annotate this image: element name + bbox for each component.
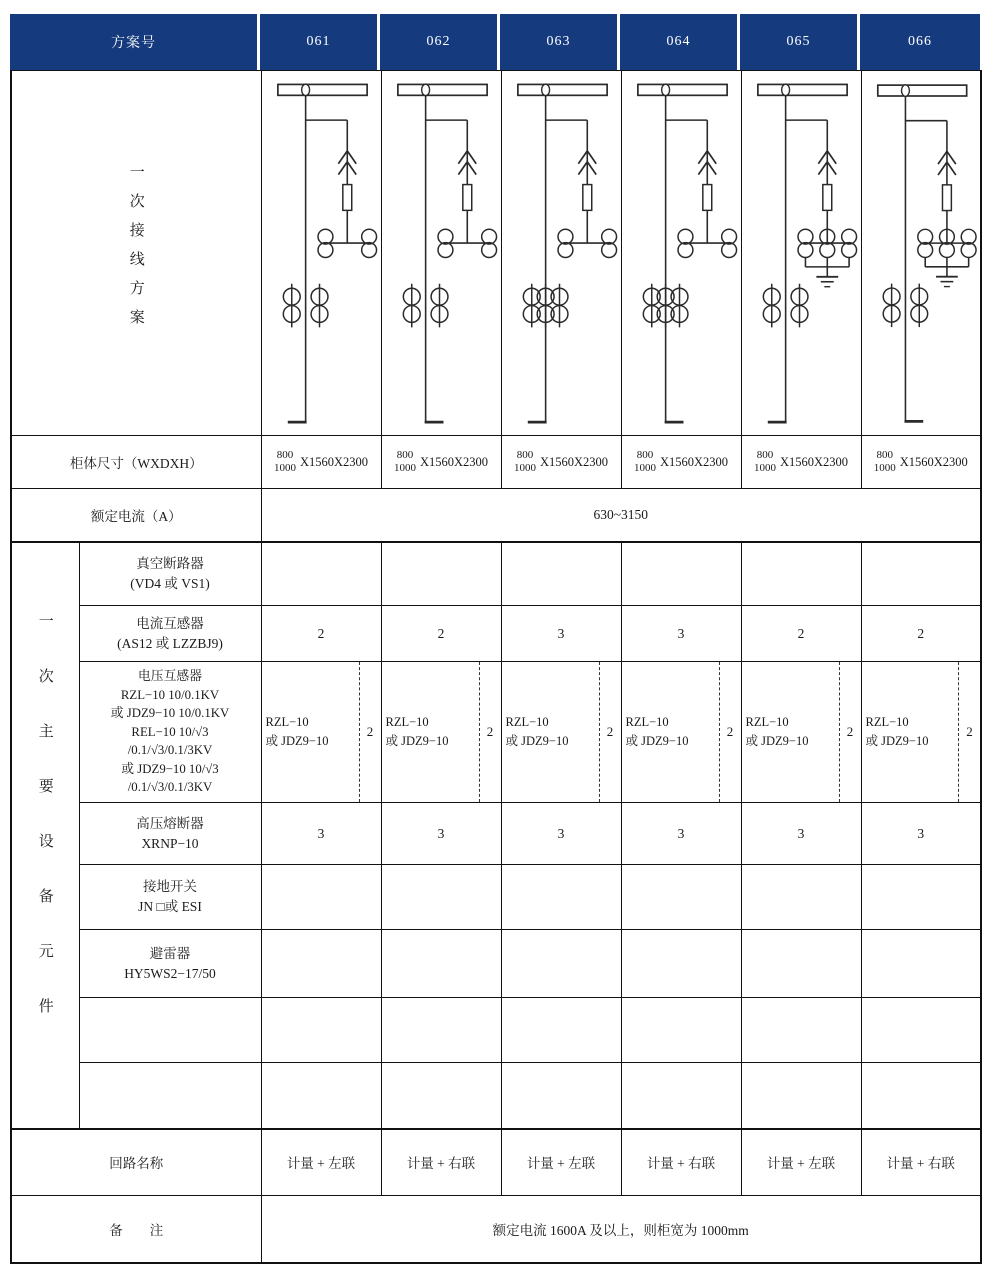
scheme-diagram-066 [861, 71, 981, 436]
hv-fuse-label: 高压熔断器 XRNP−10 [79, 803, 261, 865]
spare-cell [861, 998, 981, 1063]
ct-quantity-cell: 2 [381, 606, 501, 662]
scheme-header-row [10, 14, 980, 70]
voltage-transformer-row [11, 662, 981, 803]
circuit-name-cell: 计量 + 左联 [501, 1129, 621, 1196]
arrester-cell [621, 930, 741, 998]
one-line-diagram [262, 72, 381, 435]
earthing-switch-cell [861, 865, 981, 930]
cabinet-size-cell: 800 1000 X1560X2300 [501, 436, 621, 489]
pt-quantity: 2 [726, 724, 734, 739]
equipment-section-label-cell [11, 542, 79, 1129]
earthing-switch-cell [501, 865, 621, 930]
circuit-name-row [11, 1129, 981, 1196]
spare-cell [381, 1063, 501, 1129]
rated-current-value: 630~3150 [261, 489, 981, 542]
vacuum-breaker-cell [861, 542, 981, 606]
width-option-top: 800 [276, 449, 294, 462]
pt-type-cell: RZL−10 或 JDZ9−10 2 [741, 662, 861, 803]
spare-cell [741, 1063, 861, 1129]
circuit-name-cell: 计量 + 左联 [741, 1129, 861, 1196]
scheme-diagram-062 [381, 71, 501, 436]
current-transformer-row [11, 606, 981, 662]
earthing-switch-cell [741, 865, 861, 930]
pt-quantity: 2 [606, 724, 614, 739]
circuit-name-cell: 计量 + 右联 [381, 1129, 501, 1196]
arrester-cell [501, 930, 621, 998]
arrester-cell [261, 930, 381, 998]
circuit-name-cell: 计量 + 右联 [621, 1129, 741, 1196]
fuse-quantity-cell: 3 [501, 803, 621, 865]
one-line-diagram [862, 72, 981, 435]
spare-label [79, 1063, 261, 1129]
scheme-column-066: 066 [860, 14, 980, 70]
one-line-diagram [382, 72, 501, 435]
one-line-diagram [502, 72, 621, 435]
fuse-quantity-cell: 3 [861, 803, 981, 865]
fuse-quantity-cell: 3 [621, 803, 741, 865]
spare-label [79, 998, 261, 1063]
vacuum-breaker-cell [261, 542, 381, 606]
specification-table [10, 70, 982, 1264]
pt-quantity: 2 [846, 724, 854, 739]
spare-cell [501, 1063, 621, 1129]
one-line-diagram [742, 72, 861, 435]
ct-quantity-cell: 3 [621, 606, 741, 662]
vacuum-breaker-label: 真空断路器 (VD4 或 VS1) [79, 542, 261, 606]
spare-row [11, 1063, 981, 1129]
remark-label: 备 注 [11, 1196, 261, 1263]
vacuum-breaker-cell [741, 542, 861, 606]
width-option-bottom: 1000 [273, 462, 296, 474]
dimension-suffix: X1560X2300 [299, 454, 369, 469]
one-line-diagram [622, 72, 741, 435]
earthing-switch-row [11, 865, 981, 930]
remark-row [11, 1196, 981, 1263]
scheme-column-065: 065 [740, 14, 860, 70]
current-transformer-label: 电流互感器 (AS12 或 LZZBJ9) [79, 606, 261, 662]
cabinet-size-cell [261, 436, 381, 489]
scheme-number-label: 方案号 [10, 14, 260, 70]
fuse-quantity-cell: 3 [261, 803, 381, 865]
pt-quantity: 2 [966, 724, 973, 739]
scheme-diagram-063 [501, 71, 621, 436]
wiring-diagram-row [11, 71, 981, 436]
earthing-switch-cell [381, 865, 501, 930]
ct-quantity-cell: 3 [501, 606, 621, 662]
vacuum-breaker-cell [381, 542, 501, 606]
scheme-diagram-065 [741, 71, 861, 436]
remark-value: 额定电流 1600A 及以上，则柜宽为 1000mm [261, 1196, 981, 1263]
fuse-quantity-cell: 3 [381, 803, 501, 865]
vacuum-breaker-cell [501, 542, 621, 606]
pt-type-cell: RZL−10 或 JDZ9−10 2 [621, 662, 741, 803]
pt-quantity: 2 [486, 724, 494, 739]
spare-cell [501, 998, 621, 1063]
earthing-switch-cell [261, 865, 381, 930]
pt-quantity: 2 [366, 724, 374, 739]
scheme-diagram-061 [261, 71, 381, 436]
pt-type-cell: RZL−10 或 JDZ9−10 2 [261, 662, 381, 803]
spare-cell [621, 1063, 741, 1129]
cabinet-size-cell: 800 1000 X1560X2300 [381, 436, 501, 489]
spare-cell [381, 998, 501, 1063]
rated-current-label: 额定电流（A） [11, 489, 261, 542]
spare-cell [741, 998, 861, 1063]
spare-cell [861, 1063, 981, 1129]
rated-current-row [11, 489, 981, 542]
cabinet-size-label: 柜体尺寸（WXDXH） [11, 436, 261, 489]
circuit-name-label: 回路名称 [11, 1129, 261, 1196]
vacuum-breaker-row [11, 542, 981, 606]
cabinet-size-cell: 800 1000 X1560X2300 [741, 436, 861, 489]
scheme-column-063: 063 [500, 14, 620, 70]
arrester-cell [381, 930, 501, 998]
cabinet-size-row [11, 436, 981, 489]
scheme-column-062: 062 [380, 14, 500, 70]
pt-type-cell: RZL−10 或 JDZ9−10 2 [861, 662, 981, 803]
vacuum-breaker-cell [621, 542, 741, 606]
fuse-quantity-cell: 3 [741, 803, 861, 865]
arrester-cell [741, 930, 861, 998]
ct-quantity-cell: 2 [861, 606, 981, 662]
circuit-name-cell: 计量 + 右联 [861, 1129, 981, 1196]
spare-cell [261, 1063, 381, 1129]
spare-cell [261, 998, 381, 1063]
arrester-cell [861, 930, 981, 998]
scheme-column-061: 061 [260, 14, 380, 70]
hv-fuse-row [11, 803, 981, 865]
ct-quantity-cell: 2 [741, 606, 861, 662]
arrester-label: 避雷器 HY5WS2−17/50 [79, 930, 261, 998]
cabinet-size-cell: 800 1000 X1560X2300 [861, 436, 981, 489]
circuit-name-cell: 计量 + 左联 [261, 1129, 381, 1196]
earthing-switch-label: 接地开关 JN □或 ESI [79, 865, 261, 930]
wiring-diagram-label: 一次接线方案 [127, 164, 144, 338]
voltage-transformer-label: 电压互感器 RZL−10 10/0.1KV 或 JDZ9−10 10/0.1KV REL−10 10/√3 /0.1/√3/0.1/3KV 或 JDZ9−10 10/√3 /0.1/√3/0.1/3KV [79, 662, 261, 803]
arrester-row [11, 930, 981, 998]
spare-row [11, 998, 981, 1063]
scheme-diagram-064 [621, 71, 741, 436]
earthing-switch-cell [621, 865, 741, 930]
equipment-section-label: 一次主要设备元件 [36, 613, 53, 1053]
scheme-column-064: 064 [620, 14, 740, 70]
cabinet-size-cell: 800 1000 X1560X2300 [621, 436, 741, 489]
wiring-diagram-label-cell [11, 71, 261, 436]
ct-quantity-cell: 2 [261, 606, 381, 662]
pt-type-cell: RZL−10 或 JDZ9−10 2 [381, 662, 501, 803]
spare-cell [621, 998, 741, 1063]
pt-type-cell: RZL−10 或 JDZ9−10 2 [501, 662, 621, 803]
